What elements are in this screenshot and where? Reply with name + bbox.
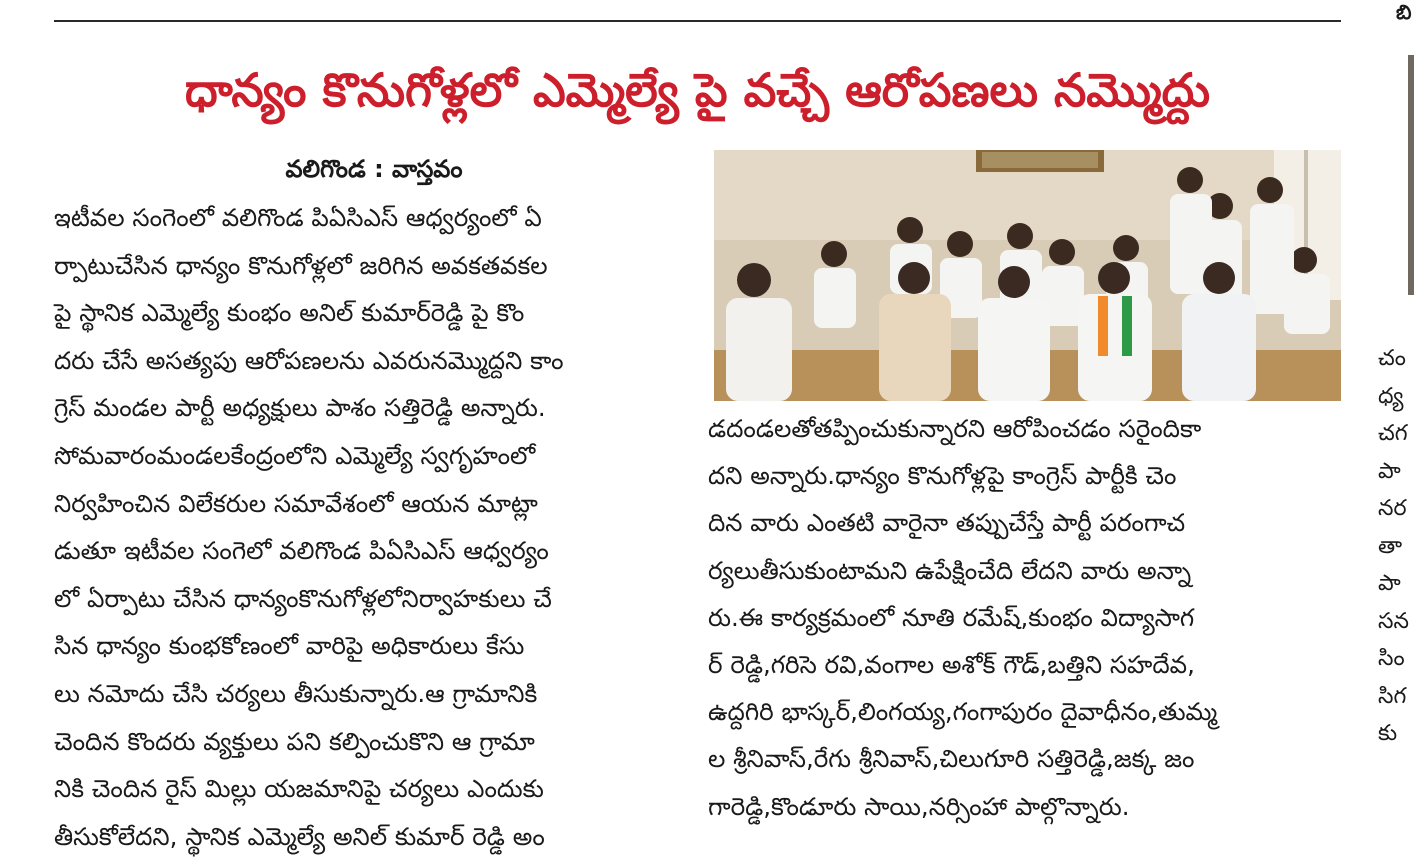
left-column-line: ఇటీవల సంగెంలో వలిగొండ పిఏసిఎస్ ఆధ్వర్యంలో ఏ xyxy=(54,203,542,232)
left-column-line: లు నమోదు చేసి చర్యలు తీసుకున్నారు.ఆ గ్రామానికి xyxy=(54,678,538,708)
middle-column-line: ల శ్రీనివాస్,రేగు శ్రీనివాస్,చిలుగూరి సత్తిరెడ్డి,జక్క జం xyxy=(708,744,1195,774)
left-column-line: నిర్వహించిన విలేకరుల సమావేశంలో ఆయన మాట్లా xyxy=(54,488,538,518)
top-rule xyxy=(54,20,1341,22)
middle-column-line: ర్ రెడ్డి,గరిసె రవి,వంగాల అశోక్ గౌడ్,బత్తిని సహదేవ, xyxy=(708,650,1195,680)
next-article-line: తా xyxy=(1378,533,1403,559)
next-article-line: సన xyxy=(1378,608,1409,634)
left-column-line: తీసుకోలేదని, స్థానిక ఎమ్మెల్యే అనిల్ కుమార్ రెడ్డి అం xyxy=(54,821,545,851)
left-column-line: దరు చేసే అసత్యపు ఆరోపణలను ఎవరునమ్మొద్దని కాం xyxy=(54,345,564,375)
left-column-line: నికి చెందిన రైస్ మిల్లు యజమానిపై చర్యలు ఎందుకు xyxy=(54,774,544,804)
article-photo-group-meeting xyxy=(714,150,1341,401)
middle-column-line: గారెడ్డి,కొండూరు సాయి,నర్సింహా పాల్గొన్నారు. xyxy=(708,791,1130,821)
next-article-line: నర xyxy=(1378,496,1407,521)
article-left-column xyxy=(54,194,694,860)
middle-column-line: డదండలతోతప్పించుకున్నారని ఆరోపించడం సరైందికా xyxy=(708,414,1202,443)
next-article-line: పా xyxy=(1378,458,1401,484)
middle-column-line: దని అన్నారు.ధాన్యం కొనుగోళ్లపై కాంగ్రెస్ పార్టీకి చెం xyxy=(708,461,1177,491)
next-article-line: సిగ xyxy=(1378,683,1407,709)
left-column-line: ర్పాటుచేసిన ధాన్యం కొనుగోళ్లలో జరిగిన అవకతవకల xyxy=(54,250,548,280)
next-article-photo-edge xyxy=(1408,55,1414,295)
left-column-line: గ్రెస్ మండల పార్టీ అధ్యక్షులు పాశం సత్తిరెడ్డి అన్నారు. xyxy=(54,393,546,423)
left-column-line: డుతూ ఇటీవల సంగెలో వలిగొండ పిఏసిఎస్ ఆధ్వర్యం xyxy=(54,536,549,566)
article-middle-column xyxy=(708,405,1338,830)
left-column-line: సిన ధాన్యం కుంభకోణంలో వారిపై అధికారులు కేసు xyxy=(54,631,525,661)
left-column-line: పై స్థానిక ఎమ్మెల్యే కుంభం అనిల్ కుమార్‌రెడ్డి పై కొం xyxy=(54,298,525,328)
next-article-line: సిం xyxy=(1378,646,1405,671)
next-article-line: చగ xyxy=(1378,421,1408,446)
next-article-line: చం xyxy=(1378,346,1406,371)
next-article-text-fragment xyxy=(1378,340,1414,753)
next-article-line: కు xyxy=(1378,721,1398,746)
left-column-line: చెందిన కొందరు వ్యక్తులు పని కల్పించుకొని ఆ గ్రామా xyxy=(54,726,535,756)
middle-column-line: ఉద్దగిరి భాస్కర్,లింగయ్య,గంగాపురం దైవాధీనం,తుమ్మ xyxy=(708,697,1218,727)
middle-column-line: ర్యలుతీసుకుంటామని ఉపేక్షించేది లేదని వారు అన్నా xyxy=(708,555,1192,585)
middle-column-line: రు.ఈ కార్యక్రమంలో నూతి రమేష్,కుంభం విద్యాసాగ xyxy=(708,602,1195,632)
middle-column-line: దిన వారు ఎంతటి వారైనా తప్పుచేస్తే పార్టీ పరంగాచ xyxy=(708,508,1186,538)
next-article-line: ధ్య xyxy=(1378,383,1404,409)
next-column-header-fragment: బి xyxy=(1396,0,1412,24)
next-article-line: పా xyxy=(1378,571,1401,596)
article-dateline: వలిగొండ : వాస్తవం xyxy=(285,155,463,183)
left-column-line: సోమవారంమండలకేంద్రంలోని ఎమ్మెల్యే స్వగృహంలో xyxy=(54,440,536,470)
left-column-line: లో ఏర్పాటు చేసిన ధాన్యంకొనుగోళ్లలోనిర్వాహకులు చే xyxy=(54,583,552,613)
article-headline: ధాన్యం కొనుగోళ్లలో ఎమ్మెల్యే పై వచ్చే ఆరోపణలు నమ్మొద్దు xyxy=(184,63,1211,117)
group-photo-illustration xyxy=(714,150,1341,401)
